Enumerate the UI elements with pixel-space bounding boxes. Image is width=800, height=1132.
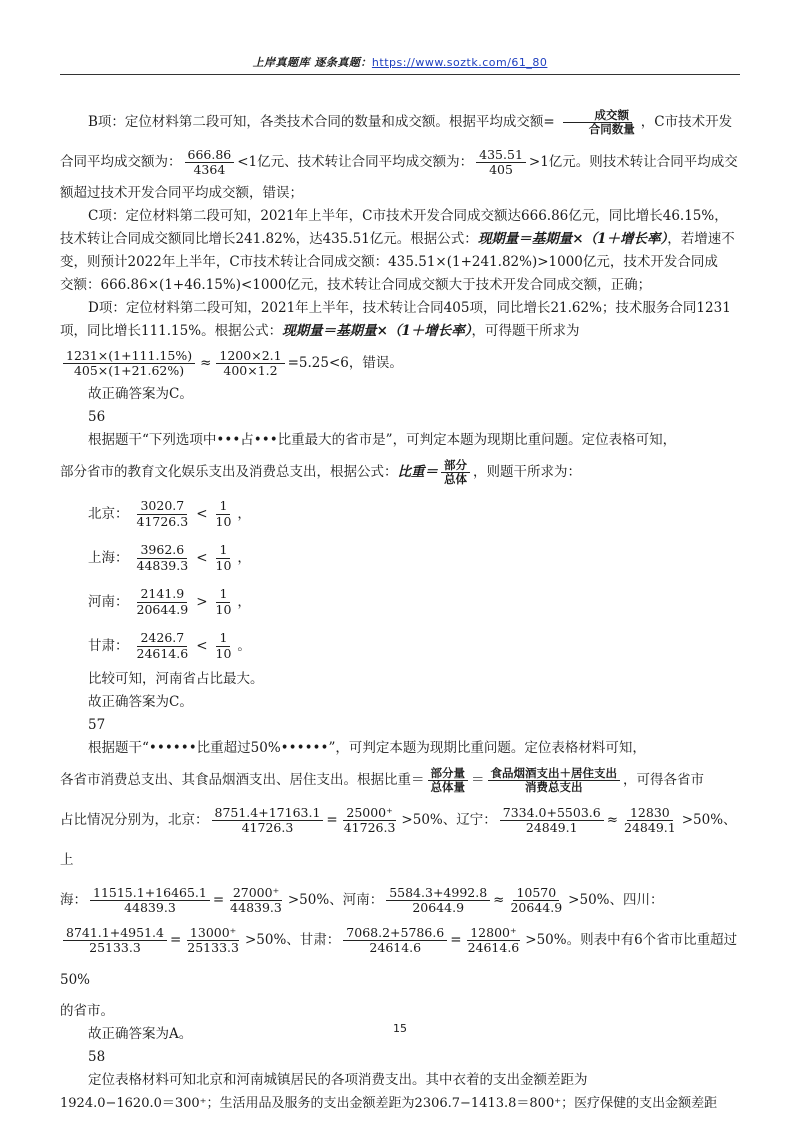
q57-line-6: 的省市。 [60, 1003, 114, 1019]
b-line-2: 合同平均成交额为： $\frac{666.86}{4364}$ <1亿元、技术转让合同平均成交额为： $\frac{435.51}{405}$ >1亿元。则技术转让合同平均成交 [60, 146, 738, 177]
b-line-1: B项：定位材料第二段可知，各类技术合同的数量和成交额。根据平均成交额= $\frac{\text{成交额}}{\text{合同数量}}$ ，C市技术开发 [88, 107, 733, 136]
page-header [60, 54, 740, 70]
c-line-2: 技术转让合同成交额同比增长241.82%，达435.51亿元。根据公式：现期量＝基期量×（1＋增长率），若增速不 [60, 231, 735, 247]
q56-number: 56 [88, 409, 106, 425]
q56-line-2: 部分省市的教育文化娱乐支出及消费总支出，根据公式：比重＝ $\frac{\text{部分}}{\text{总体}}$ ，则题干所求为： [60, 457, 581, 486]
q58-line-2: 1924.0−1620.0＝300⁺；生活用品及服务的支出金额差距为2306.7−1413.8＝800⁺；医疗保健的支出金额差距 [60, 1096, 718, 1111]
header-link[interactable]: https://www.soztk.com/61_80 [371, 56, 548, 69]
d-line-3: $\frac{1231\times(1+111.15\%)}{405\times(1+21.62\%)}$ ≈ $\frac{1200\times 2.1}{400\times 1.2}$ =5.25<6，错误。 [60, 343, 742, 383]
q58-line-1: 定位表格材料可知北京和河南城镇居民的各项消费支出。其中衣着的支出金额差距为 [88, 1072, 588, 1088]
q56-conclusion: 比较可知，河南省占比最大。 [88, 671, 264, 687]
header-rule [60, 74, 740, 75]
q58-number: 58 [88, 1049, 106, 1065]
q56-row-gansu: 甘肃： $\frac{2426.7}{24614.6}$ < $\frac{1}{10}$ 。 [88, 630, 251, 661]
q57-answer: 故正确答案为A。 [88, 1026, 193, 1042]
formula-text: 现期量＝基期量×（1＋增长率） [477, 231, 668, 247]
q57-line-4: 海： $\frac{11515.1+16465.1}{44839.3}$ = $\frac{27000^+}{44839.3}$ >50%、河南： $\frac{5584.3+4992.8}{20644.9}$ ≈ $\frac{10570}{20644.9}$ >50%、四川： [60, 884, 664, 915]
c-line-4: 交额：666.86×(1+46.15%)<1000亿元，技术转让合同成交额大于技术开发合同成交额，正确； [60, 277, 652, 293]
fraction: $\frac{1200\times 2.1}{400\times 1.2}$ [216, 349, 284, 379]
d-line-2: 项，同比增长111.15%。根据公式：现期量＝基期量×（1＋增长率），可得题干所求为 [60, 323, 580, 339]
q57-line-3: 占比情况分别为，北京： $\frac{8751.4+17163.1}{41726.3}$ = $\frac{25000^+}{41726.3}$ >50%、辽宁： $\frac{7334.0+5503.6}{24849.1}$ ≈ $\frac{12830}{24849.1}$ >50%、上 [60, 804, 737, 868]
page-number: 15 [393, 1022, 407, 1035]
answer-55: 故正确答案为C。 [88, 386, 193, 402]
q56-answer: 故正确答案为C。 [88, 694, 193, 710]
formula-text: 现期量＝基期量×（1＋增长率） [282, 323, 472, 339]
fraction: $\frac{666.86}{4364}$ [185, 148, 235, 178]
formula-fraction: $\frac{\text{部分}}{\text{总体}}$ [441, 459, 470, 486]
formula-fraction: $\frac{\text{成交额}}{\text{合同数量}}$ [558, 109, 638, 136]
q57-line-1: 根据题干“••••••比重超过50%••••••”，可判定本题为现期比重问题。定位表格材料可知， [88, 740, 646, 756]
content [60, 102, 742, 1115]
c-line-1: C项：定位材料第二段可知，2021年上半年，C市技术开发合同成交额达666.86亿元，同比增长46.15%， [88, 208, 728, 224]
d-line-1: D项：定位材料第二段可知，2021年上半年，技术转让合同405项，同比增长21.62%；技术服务合同1231 [88, 300, 731, 316]
b-line-3: 额超过技术开发合同平均成交额，错误； [60, 185, 303, 201]
q56-line-1: 根据题干“下列选项中•••占•••比重最大的省市是”，可判定本题为现期比重问题。定位表格可知， [88, 432, 677, 448]
fraction: $\frac{435.51}{405}$ [476, 148, 526, 178]
q57-line-2: 各省市消费总支出、其食品烟酒支出、居住支出。根据比重＝ $\frac{\text{部分量}}{\text{总体量}}$ ＝ $\frac{\text{食品烟酒支出＋居住支出}}{\text{消费总支出}}$ ，可得各省市 [60, 765, 704, 794]
q56-row-henan: 河南： $\frac{2141.9}{20644.9}$ > $\frac{1}{10}$ ， [88, 586, 251, 617]
q57-number: 57 [88, 717, 106, 733]
fraction: $\frac{1231\times(1+111.15\%)}{405\times(1+21.62\%)}$ [63, 349, 195, 379]
header-title: 上岸真题库 逐条真题： [252, 56, 372, 69]
q57-line-5: $\frac{8741.1+4951.4}{25133.3}$ = $\frac{13000^+}{25133.3}$ >50%、甘肃： $\frac{7068.2+5786.6}{24614.6}$ = $\frac{12800^+}{24614.6}$ >50%。则表中有6个省市比重超过50% [60, 924, 738, 988]
q56-row-beijing: 北京： $\frac{3020.7}{41726.3}$ < $\frac{1}{10}$ ， [88, 498, 251, 529]
c-line-3: 变，则预计2022年上半年，C市技术转让合同成交额：435.51×(1+241.82%)>1000亿元，技术开发合同成 [60, 254, 718, 270]
q56-row-shanghai: 上海： $\frac{3962.6}{44839.3}$ < $\frac{1}{10}$ ， [88, 542, 251, 573]
